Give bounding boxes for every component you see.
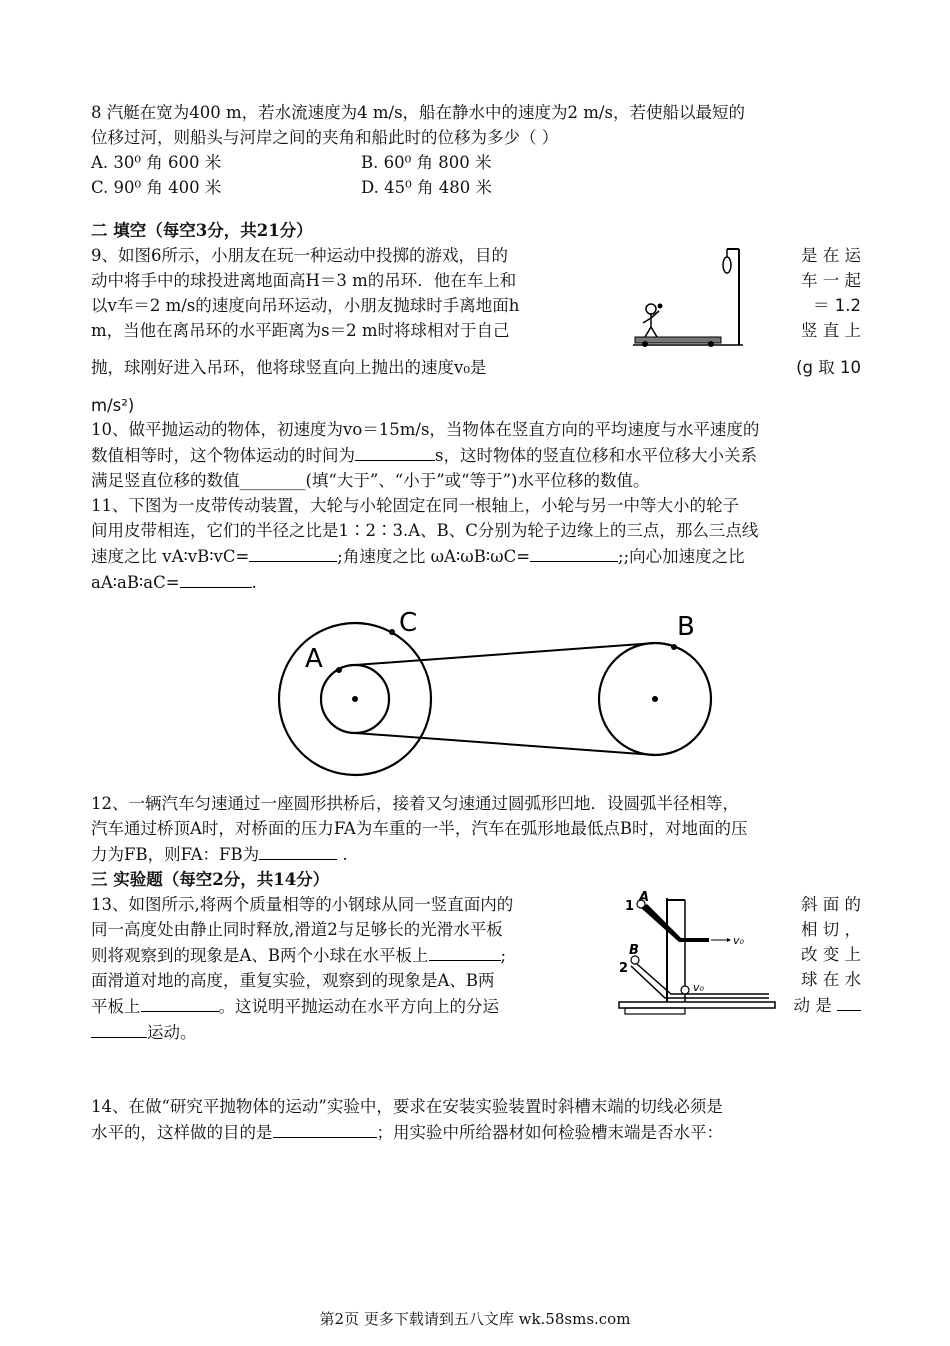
- q9-right3: ＝ 1.2: [813, 296, 861, 315]
- q9-right2: 车 一 起: [801, 271, 861, 290]
- q8-options-row1: [91, 150, 861, 175]
- q13-line6: [91, 1019, 611, 1045]
- q14-line2: [91, 1119, 861, 1145]
- document-body: [91, 100, 861, 1145]
- q9-line6: m/s²): [91, 396, 135, 415]
- q11-line3: [91, 543, 861, 569]
- q12-line2: 汽车通过桥顶A时，对桥面的压力FA为车重的一半，汽车在弧形地最低点B时，对地面的压: [91, 819, 748, 838]
- section-2-title: 二 填空（每空3分，共21分）: [91, 221, 313, 240]
- q11-label-b: B: [677, 612, 695, 642]
- q8-option-b: B. 60⁰ 角 800 米: [361, 153, 492, 172]
- q8-option-c: C. 90⁰ 角 400 米: [91, 178, 222, 197]
- q13-right4: 球 在 水: [801, 970, 861, 989]
- q13-line4: 面滑道对地的高度，重复实验，观察到的现象是A、B两: [91, 971, 495, 990]
- q13-figure: [619, 890, 779, 1020]
- q13-fig-label-2: 2: [619, 961, 629, 976]
- q9-line3: 以v车＝2 m/s的速度向吊环运动，小朋友抛球时手离地面h: [91, 296, 520, 315]
- q14-line2a: 水平的，这样做的目的是: [91, 1123, 273, 1142]
- q13-right-column: [781, 892, 861, 1018]
- q13-line5b: 。这说明平抛运动在水平方向上的分运: [218, 997, 499, 1016]
- q13-right5: [781, 992, 861, 1018]
- q11-line2: 间用皮带相连，它们的半径之比是1∶2∶3.A、B、C分别为轮子边缘上的三点，那么三点线: [91, 521, 759, 540]
- q11-line3c: ;;向心加速度之比: [618, 547, 745, 566]
- q11-line4: [91, 569, 861, 595]
- q13-blank-3[interactable]: [91, 1019, 147, 1038]
- q8-options-row2: [91, 175, 861, 200]
- q13-line5a: 平板上: [91, 997, 141, 1016]
- q13-line1: 13、如图所示,将两个质量相等的小钢球从同一竖直面内的: [91, 895, 514, 914]
- q13-line3a: 则将观察到的现象是A、B两个小球在水平板上: [91, 946, 429, 965]
- q11-label-a: A: [305, 644, 323, 674]
- q8-option-a: A. 30⁰ 角 600 米: [91, 153, 222, 172]
- page-footer: 第2页 更多下载请到五八文库 wk.58sms.com: [319, 1310, 631, 1328]
- q9-right5: (g 取 10: [796, 358, 861, 377]
- q8-line2: 位移过河，则船头与河岸之间的夹角和船此时的位移为多少（ ）: [91, 128, 559, 147]
- q13-fig-label-a: A: [639, 890, 650, 905]
- q9-right1: 是 在 运: [801, 246, 861, 265]
- q9-line2: 动中将手中的球投进离地面高H＝3 m的吊环．他在车上和: [91, 271, 517, 290]
- q13-right2: 相 切 ，: [801, 920, 861, 939]
- q13-line5: [91, 993, 611, 1019]
- q14-line2b: ；用实验中所给器材如何检验槽末端是否水平：: [376, 1123, 723, 1142]
- q11-blank-velocity[interactable]: [249, 543, 337, 562]
- q12-line3: [91, 841, 861, 867]
- section-3-title: 三 实验题（每空2分，共14分）: [91, 870, 330, 889]
- q8-line1: 8 汽艇在宽为400 m，若水流速度为4 m/s，船在静水中的速度为2 m/s，若使船以最短的: [91, 103, 745, 122]
- q9-line5: 抛，球刚好进入吊环，他将球竖直向上抛出的速度v₀是: [91, 358, 487, 377]
- q13-fig-label-b: B: [629, 943, 639, 958]
- q11-line3a: 速度之比 vA∶vB∶vC=: [91, 547, 250, 566]
- q13-line3: [91, 942, 611, 968]
- q13-right1: 斜 面 的: [801, 895, 861, 914]
- q11-blank-acceleration[interactable]: [180, 569, 252, 588]
- q10-line2b: s，这时物体的竖直位移和水平位移大小关系: [435, 446, 757, 465]
- q13-right3: 改 变 上: [801, 945, 861, 964]
- q13-block: [91, 892, 861, 1042]
- q13-right5-text: 动 是: [793, 996, 832, 1015]
- q13-fig-label-1: 1: [625, 899, 635, 914]
- q14-blank-purpose[interactable]: [273, 1119, 377, 1138]
- q10-line2: [91, 442, 861, 468]
- q11-belt-figure: [277, 599, 695, 779]
- q14-line1: 14、在做“研究平抛物体的运动”实验中，要求在安装实验装置时斜槽末端的切线必须是: [91, 1097, 723, 1116]
- q11-line3b: ;角速度之比 ωA∶ωB∶ωC=: [337, 547, 531, 566]
- q13-fig-v0-top: v₀: [733, 934, 744, 947]
- q13-blank-2[interactable]: [141, 993, 219, 1012]
- q11-label-c: C: [399, 608, 418, 638]
- q13-blank-3-start[interactable]: [837, 992, 861, 1011]
- q13-fig-v0-bottom: v₀: [693, 981, 704, 994]
- q13-line3b: ;: [500, 946, 507, 965]
- q13-line6-text: 运动。: [147, 1023, 197, 1042]
- q11-line4b: .: [251, 573, 257, 592]
- q9-right4: 竖 直 上: [801, 321, 861, 340]
- q10-line1: 10、做平抛运动的物体，初速度为vo＝15m/s，当物体在竖直方向的平均速度与水平速度的: [91, 420, 760, 439]
- q13-blank-1[interactable]: [429, 942, 501, 961]
- q11-line1: 11、下图为一皮带传动装置，大轮与小轮固定在同一根轴上，小轮与另一中等大小的轮子: [91, 496, 739, 515]
- q9-block: [91, 243, 861, 415]
- q13-line2: 同一高度处由静止同时释放,滑道2与足够长的光滑水平板: [91, 920, 503, 939]
- q10-line2a: 数值相等时，这个物体运动的时间为: [91, 446, 355, 465]
- q11-blank-angular[interactable]: [530, 543, 618, 562]
- q9-line1: 9、如图6所示，小朋友在玩一种运动中投掷的游戏，目的: [91, 246, 508, 265]
- q9-figure: [631, 243, 761, 353]
- q11-line4a: aA∶aB∶aC=: [91, 573, 180, 592]
- q10-line3: 满足竖直位移的数值________(填“大于”、“小于”或“等于”)水平位移的数值。: [91, 471, 650, 490]
- q9-right-column: [781, 243, 861, 380]
- q12-line1: 12、一辆汽车匀速通过一座圆形拱桥后，接着又匀速通过圆弧形凹地．设圆弧半径相等，: [91, 794, 739, 813]
- q12-blank-ratio[interactable]: [259, 841, 337, 860]
- q9-line4: m，当他在离吊环的水平距离为s＝2 m时将球相对于自己: [91, 321, 510, 340]
- q12-line3a: 力为FB，则FA：FB为: [91, 845, 260, 864]
- q10-blank-time[interactable]: [355, 442, 435, 461]
- q12-line3b: .: [337, 845, 348, 864]
- q8-option-d: D. 45⁰ 角 480 米: [361, 178, 492, 197]
